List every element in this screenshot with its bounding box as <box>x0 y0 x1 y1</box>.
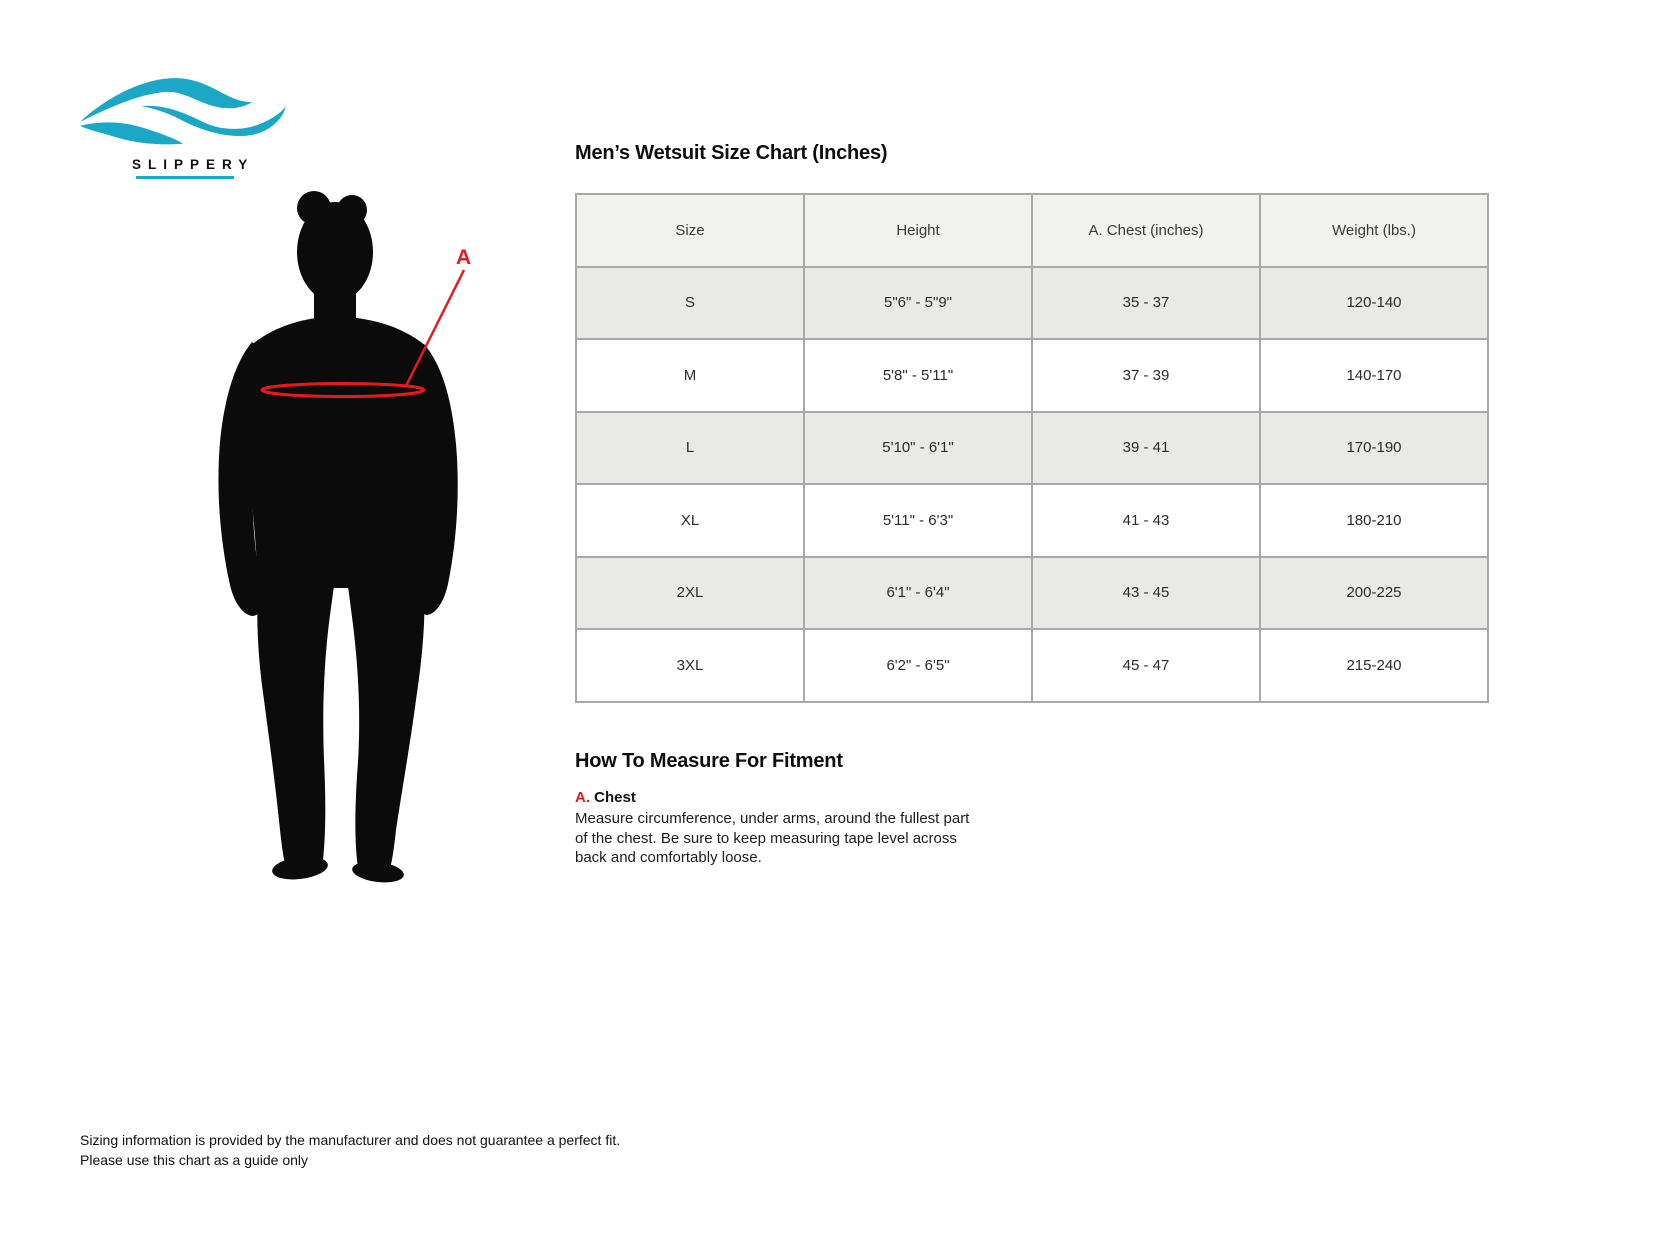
cell-weight: 170-190 <box>1260 412 1488 485</box>
cell-chest: 41 - 43 <box>1032 484 1260 557</box>
cell-size: XL <box>576 484 804 557</box>
size-chart-table <box>575 193 1489 703</box>
column-header-weight: Weight (lbs.) <box>1260 194 1488 267</box>
disclaimer-text <box>80 1130 620 1171</box>
cell-height: 5'10" - 6'1" <box>804 412 1032 485</box>
cell-height: 5'8" - 5'11" <box>804 339 1032 412</box>
page-title: Men’s Wetsuit Size Chart (Inches) <box>575 142 888 164</box>
column-header-height: Height <box>804 194 1032 267</box>
brand-underline <box>136 176 234 179</box>
cell-size: L <box>576 412 804 485</box>
cell-size: M <box>576 339 804 412</box>
cell-size: S <box>576 267 804 340</box>
disclaimer-line-2: Please use this chart as a guide only <box>80 1152 309 1169</box>
cell-chest: 43 - 45 <box>1032 557 1260 630</box>
measure-item-title <box>575 789 985 806</box>
table-header-row <box>576 194 1488 267</box>
cell-weight: 120-140 <box>1260 267 1488 340</box>
cell-size: 2XL <box>576 557 804 630</box>
cell-chest: 39 - 41 <box>1032 412 1260 485</box>
cell-chest: 45 - 47 <box>1032 629 1260 702</box>
cell-chest: 35 - 37 <box>1032 267 1260 340</box>
table-row <box>576 557 1488 630</box>
table-row <box>576 339 1488 412</box>
brand-name: SLIPPERY <box>132 157 255 172</box>
cell-weight: 180-210 <box>1260 484 1488 557</box>
column-header-size: Size <box>576 194 804 267</box>
cell-height: 5"6" - 5"9" <box>804 267 1032 340</box>
cell-size: 3XL <box>576 629 804 702</box>
table-row <box>576 629 1488 702</box>
chest-point-label: A <box>456 246 472 269</box>
cell-weight: 140-170 <box>1260 339 1488 412</box>
disclaimer-line-1: Sizing information is provided by the manufacturer and does not guarantee a perfect fit. <box>80 1132 621 1148</box>
table-row <box>576 484 1488 557</box>
male-silhouette-figure <box>200 190 480 890</box>
cell-height: 5'11" - 6'3" <box>804 484 1032 557</box>
column-header-chest: A. Chest (inches) <box>1032 194 1260 267</box>
male-silhouette-icon <box>200 190 480 890</box>
cell-chest: 37 - 39 <box>1032 339 1260 412</box>
measure-item-name: Chest <box>594 789 636 806</box>
table-row <box>576 267 1488 340</box>
measure-description: Measure circumference, under arms, around the fullest part of the chest. Be sure to keep measuring tape level across back and comfortably loose. <box>575 810 970 866</box>
measure-item-key: A. <box>575 789 590 806</box>
cell-weight: 215-240 <box>1260 629 1488 702</box>
how-to-measure-section <box>575 750 985 868</box>
brand-logo <box>80 70 300 179</box>
table-row <box>576 412 1488 485</box>
cell-height: 6'1" - 6'4" <box>804 557 1032 630</box>
cell-weight: 200-225 <box>1260 557 1488 630</box>
wave-icon <box>80 70 300 150</box>
section-heading: How To Measure For Fitment <box>575 750 843 772</box>
cell-height: 6'2" - 6'5" <box>804 629 1032 702</box>
